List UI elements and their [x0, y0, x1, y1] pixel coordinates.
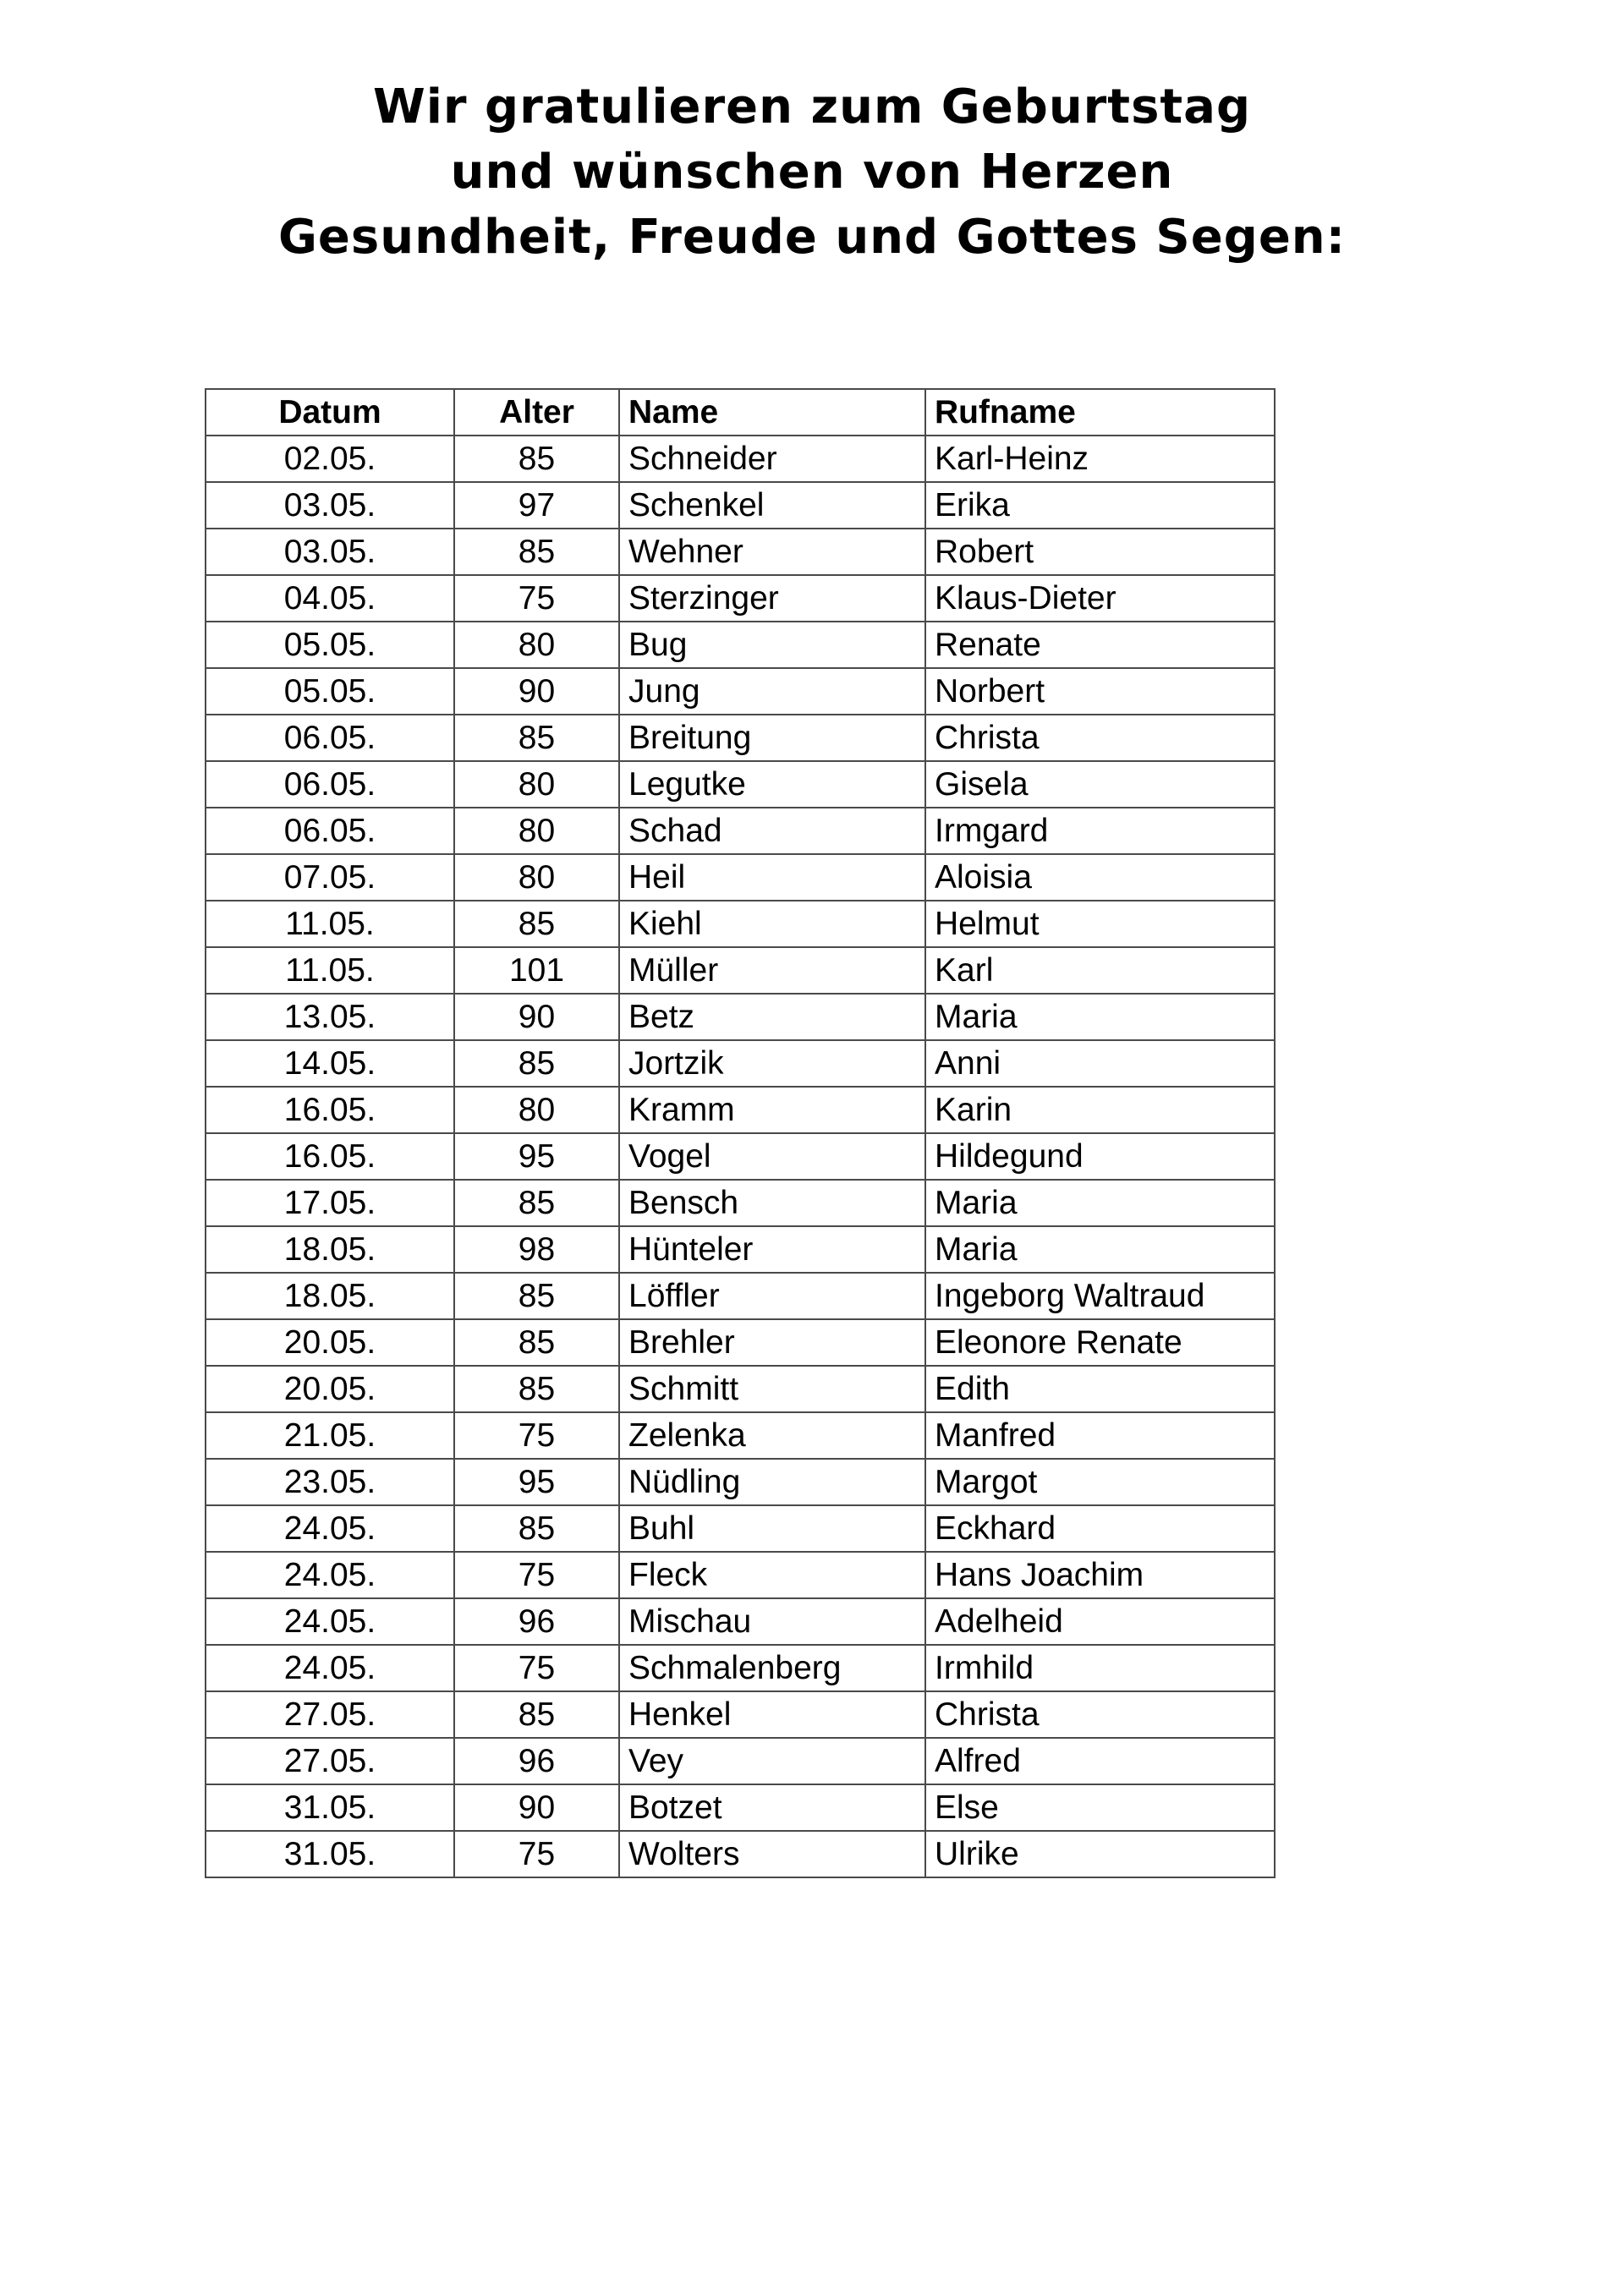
table-body — [206, 436, 1275, 1877]
cell-alter: 85 — [454, 1040, 619, 1087]
table-row — [206, 1040, 1275, 1087]
heading-line-3: Gesundheit, Freude und Gottes Segen: — [277, 210, 1347, 265]
cell-alter: 98 — [454, 1226, 619, 1273]
table-row — [206, 1831, 1275, 1877]
table-row — [206, 622, 1275, 668]
cell-rufname: Maria — [925, 1180, 1275, 1226]
cell-alter: 80 — [454, 1087, 619, 1133]
cell-alter: 85 — [454, 1366, 619, 1412]
table-header-row — [206, 389, 1275, 436]
cell-datum: 06.05. — [206, 808, 454, 854]
cell-datum: 20.05. — [206, 1366, 454, 1412]
cell-rufname: Irmhild — [925, 1645, 1275, 1691]
cell-rufname: Edith — [925, 1366, 1275, 1412]
cell-alter: 97 — [454, 482, 619, 529]
table-row — [206, 1598, 1275, 1645]
table-row — [206, 575, 1275, 622]
cell-alter: 80 — [454, 761, 619, 808]
table-row — [206, 436, 1275, 482]
cell-datum: 18.05. — [206, 1273, 454, 1319]
cell-rufname: Alfred — [925, 1738, 1275, 1784]
cell-datum: 18.05. — [206, 1226, 454, 1273]
table-row — [206, 1412, 1275, 1459]
cell-name: Vey — [619, 1738, 925, 1784]
header-rufname: Rufname — [925, 389, 1275, 436]
cell-alter: 85 — [454, 1319, 619, 1366]
cell-rufname: Helmut — [925, 901, 1275, 947]
cell-name: Schmitt — [619, 1366, 925, 1412]
table-row — [206, 482, 1275, 529]
cell-alter: 85 — [454, 529, 619, 575]
cell-alter: 85 — [454, 1691, 619, 1738]
cell-name: Bensch — [619, 1180, 925, 1226]
cell-name: Buhl — [619, 1505, 925, 1552]
cell-datum: 05.05. — [206, 622, 454, 668]
cell-rufname: Irmgard — [925, 808, 1275, 854]
cell-datum: 04.05. — [206, 575, 454, 622]
cell-rufname: Gisela — [925, 761, 1275, 808]
table-row — [206, 529, 1275, 575]
cell-name: Henkel — [619, 1691, 925, 1738]
cell-name: Löffler — [619, 1273, 925, 1319]
cell-name: Botzet — [619, 1784, 925, 1831]
header-datum: Datum — [206, 389, 454, 436]
table-row — [206, 901, 1275, 947]
cell-alter: 96 — [454, 1738, 619, 1784]
cell-rufname: Eckhard — [925, 1505, 1275, 1552]
cell-alter: 85 — [454, 1505, 619, 1552]
cell-name: Sterzinger — [619, 575, 925, 622]
table-row — [206, 994, 1275, 1040]
cell-rufname: Hildegund — [925, 1133, 1275, 1180]
cell-rufname: Margot — [925, 1459, 1275, 1505]
table-row — [206, 1133, 1275, 1180]
cell-datum: 03.05. — [206, 482, 454, 529]
cell-rufname: Ulrike — [925, 1831, 1275, 1877]
cell-rufname: Ingeborg Waltraud — [925, 1273, 1275, 1319]
cell-rufname: Else — [925, 1784, 1275, 1831]
cell-datum: 27.05. — [206, 1738, 454, 1784]
cell-datum: 03.05. — [206, 529, 454, 575]
cell-datum: 16.05. — [206, 1133, 454, 1180]
cell-datum: 21.05. — [206, 1412, 454, 1459]
cell-name: Zelenka — [619, 1412, 925, 1459]
cell-alter: 90 — [454, 1784, 619, 1831]
cell-name: Wehner — [619, 529, 925, 575]
cell-rufname: Klaus-Dieter — [925, 575, 1275, 622]
cell-rufname: Aloisia — [925, 854, 1275, 901]
cell-alter: 85 — [454, 901, 619, 947]
table-row — [206, 947, 1275, 994]
cell-datum: 06.05. — [206, 715, 454, 761]
table-row — [206, 1087, 1275, 1133]
cell-alter: 75 — [454, 575, 619, 622]
cell-datum: 24.05. — [206, 1552, 454, 1598]
cell-datum: 02.05. — [206, 436, 454, 482]
cell-datum: 24.05. — [206, 1598, 454, 1645]
cell-alter: 90 — [454, 994, 619, 1040]
cell-alter: 75 — [454, 1552, 619, 1598]
cell-datum: 24.05. — [206, 1505, 454, 1552]
cell-rufname: Karl — [925, 947, 1275, 994]
cell-rufname: Maria — [925, 994, 1275, 1040]
table-row — [206, 1505, 1275, 1552]
cell-name: Jung — [619, 668, 925, 715]
birthday-table — [205, 388, 1276, 1878]
cell-datum: 06.05. — [206, 761, 454, 808]
cell-name: Jortzik — [619, 1040, 925, 1087]
cell-rufname: Christa — [925, 715, 1275, 761]
cell-name: Breitung — [619, 715, 925, 761]
cell-rufname: Hans Joachim — [925, 1552, 1275, 1598]
table-row — [206, 668, 1275, 715]
cell-name: Schmalenberg — [619, 1645, 925, 1691]
cell-datum: 16.05. — [206, 1087, 454, 1133]
cell-alter: 90 — [454, 668, 619, 715]
cell-name: Schad — [619, 808, 925, 854]
table-row — [206, 1366, 1275, 1412]
cell-name: Kramm — [619, 1087, 925, 1133]
cell-name: Hünteler — [619, 1226, 925, 1273]
cell-name: Schneider — [619, 436, 925, 482]
cell-alter: 96 — [454, 1598, 619, 1645]
cell-rufname: Eleonore Renate — [925, 1319, 1275, 1366]
cell-name: Fleck — [619, 1552, 925, 1598]
cell-name: Nüdling — [619, 1459, 925, 1505]
table-row — [206, 1784, 1275, 1831]
cell-rufname: Karl-Heinz — [925, 436, 1275, 482]
cell-name: Kiehl — [619, 901, 925, 947]
table-row — [206, 1645, 1275, 1691]
cell-name: Schenkel — [619, 482, 925, 529]
cell-datum: 05.05. — [206, 668, 454, 715]
cell-rufname: Anni — [925, 1040, 1275, 1087]
cell-alter: 101 — [454, 947, 619, 994]
cell-name: Wolters — [619, 1831, 925, 1877]
table-row — [206, 1738, 1275, 1784]
cell-name: Legutke — [619, 761, 925, 808]
cell-rufname: Adelheid — [925, 1598, 1275, 1645]
cell-name: Mischau — [619, 1598, 925, 1645]
cell-rufname: Maria — [925, 1226, 1275, 1273]
cell-datum: 23.05. — [206, 1459, 454, 1505]
page-heading — [0, 74, 1624, 270]
cell-datum: 07.05. — [206, 854, 454, 901]
cell-alter: 80 — [454, 854, 619, 901]
cell-datum: 11.05. — [206, 901, 454, 947]
cell-datum: 17.05. — [206, 1180, 454, 1226]
cell-name: Heil — [619, 854, 925, 901]
cell-rufname: Erika — [925, 482, 1275, 529]
cell-rufname: Robert — [925, 529, 1275, 575]
cell-alter: 85 — [454, 1180, 619, 1226]
cell-rufname: Renate — [925, 622, 1275, 668]
table-row — [206, 1459, 1275, 1505]
cell-alter: 95 — [454, 1459, 619, 1505]
cell-alter: 80 — [454, 808, 619, 854]
heading-line-2: und wünschen von Herzen — [450, 145, 1174, 200]
cell-alter: 75 — [454, 1645, 619, 1691]
cell-name: Brehler — [619, 1319, 925, 1366]
cell-datum: 20.05. — [206, 1319, 454, 1366]
cell-rufname: Christa — [925, 1691, 1275, 1738]
table-row — [206, 808, 1275, 854]
cell-datum: 14.05. — [206, 1040, 454, 1087]
cell-alter: 75 — [454, 1831, 619, 1877]
table-row — [206, 1226, 1275, 1273]
table-row — [206, 1319, 1275, 1366]
cell-rufname: Karin — [925, 1087, 1275, 1133]
heading-line-1: Wir gratulieren zum Geburtstag — [372, 79, 1252, 134]
header-name: Name — [619, 389, 925, 436]
cell-alter: 85 — [454, 436, 619, 482]
cell-datum: 13.05. — [206, 994, 454, 1040]
table-row — [206, 1552, 1275, 1598]
table-row — [206, 1273, 1275, 1319]
cell-name: Bug — [619, 622, 925, 668]
table-row — [206, 1691, 1275, 1738]
cell-name: Müller — [619, 947, 925, 994]
table-row — [206, 854, 1275, 901]
cell-name: Betz — [619, 994, 925, 1040]
cell-datum: 24.05. — [206, 1645, 454, 1691]
cell-rufname: Manfred — [925, 1412, 1275, 1459]
cell-datum: 31.05. — [206, 1831, 454, 1877]
cell-alter: 80 — [454, 622, 619, 668]
cell-datum: 11.05. — [206, 947, 454, 994]
cell-alter: 95 — [454, 1133, 619, 1180]
cell-datum: 31.05. — [206, 1784, 454, 1831]
cell-rufname: Norbert — [925, 668, 1275, 715]
cell-alter: 85 — [454, 715, 619, 761]
table-row — [206, 761, 1275, 808]
cell-alter: 85 — [454, 1273, 619, 1319]
table-row — [206, 715, 1275, 761]
header-alter: Alter — [454, 389, 619, 436]
table-row — [206, 1180, 1275, 1226]
cell-datum: 27.05. — [206, 1691, 454, 1738]
cell-name: Vogel — [619, 1133, 925, 1180]
cell-alter: 75 — [454, 1412, 619, 1459]
